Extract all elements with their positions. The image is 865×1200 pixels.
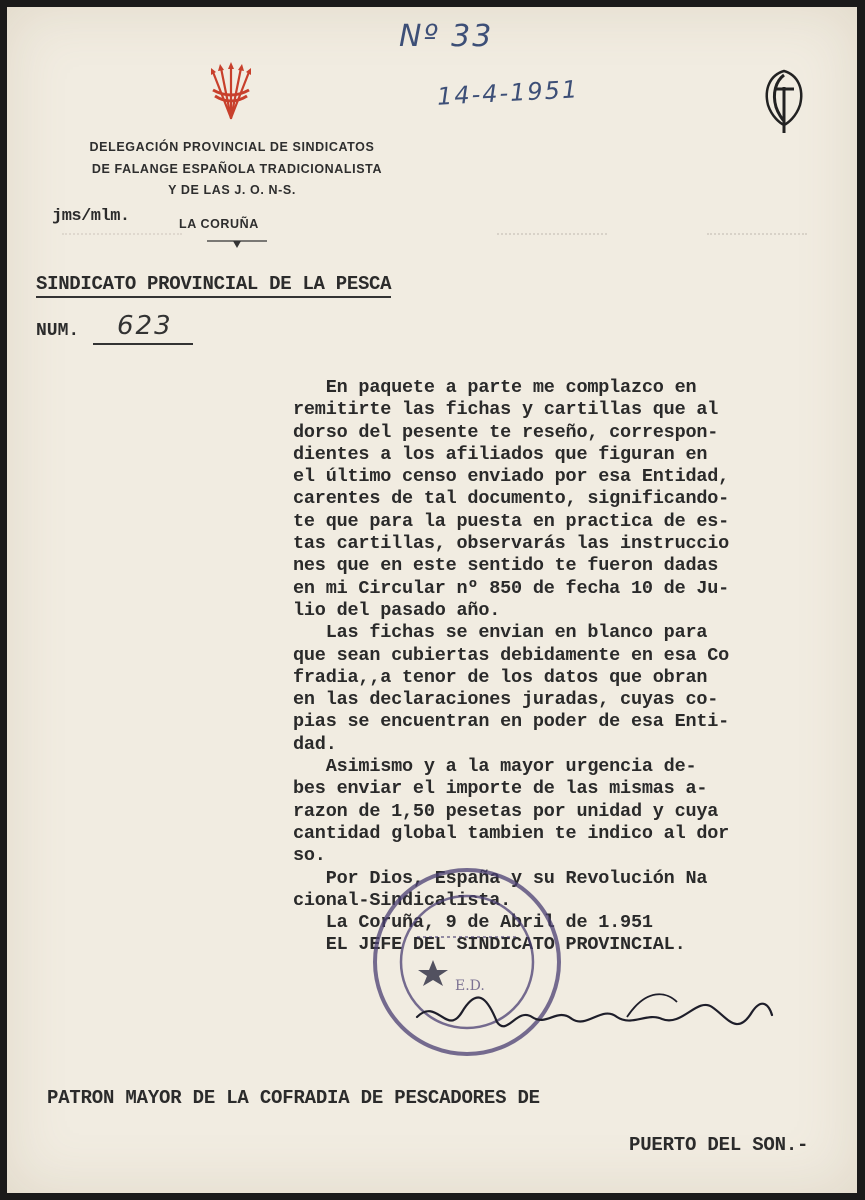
body-line: te que para la puesta en practica de es- <box>293 510 730 532</box>
body-line: EL JEFE DEL SINDICATO PROVINCIAL. <box>293 934 686 956</box>
body-line: La Coruña, 9 de Abril de 1.951 <box>293 912 653 934</box>
handwritten-letter-number: 623 <box>117 311 173 341</box>
body-line: dientes a los afiliados que figuran en <box>293 443 708 465</box>
body-line: que sean cubiertas debidamente en esa Co <box>293 644 730 666</box>
handwritten-date: 14-4-1951 <box>436 75 580 111</box>
ornament-divider <box>207 236 267 250</box>
letter-page <box>7 7 857 1193</box>
organization-logo-icon <box>762 67 807 137</box>
letterhead-line-3: Y DE LAS J. O. N-S. <box>168 183 296 197</box>
syndicate-heading: SINDICATO PROVINCIAL DE LA PESCA <box>36 273 391 298</box>
body-line: dorso del pesente te reseño, correspon- <box>293 421 719 443</box>
reference-initials: jms/mlm. <box>52 207 130 226</box>
letterhead-line-1: DELEGACIÓN PROVINCIAL DE SINDICATOS <box>89 140 375 154</box>
body-line: En paquete a parte me complazco en <box>293 377 697 398</box>
number-underline <box>93 343 193 345</box>
body-line: fradia,,a tenor de los datos que obran <box>293 666 708 688</box>
handwritten-number: Nº 33 <box>399 19 494 54</box>
body-line: remitirte las fichas y cartillas que al <box>293 399 719 421</box>
number-label: NUM. <box>36 321 80 341</box>
bleed-through-text <box>427 125 439 148</box>
body-line: cional-Sindicalista. <box>293 889 512 911</box>
body-line: razon de 1,50 pesetas por unidad y cuya <box>293 800 719 822</box>
body-line: tas cartillas, observarás las instruccio <box>293 533 730 555</box>
body-line: Por Dios, España y su Revolución Na <box>293 867 708 889</box>
body-line: bes enviar el importe de las mismas a- <box>293 778 708 800</box>
body-line: Asimismo y a la mayor urgencia de- <box>293 756 697 778</box>
letterhead-line-2: DE FALANGE ESPAÑOLA TRADICIONALISTA <box>91 162 383 176</box>
body-line: en las declaraciones juradas, cuyas co- <box>293 689 719 711</box>
body-line: el último censo enviado por esa Entidad, <box>293 466 730 488</box>
body-line: so. <box>293 845 326 867</box>
body-line: en mi Circular nº 850 de fecha 10 de Ju- <box>293 577 730 599</box>
bleed-through-line <box>707 233 807 235</box>
bleed-through-line <box>62 233 182 235</box>
body-line: nes que en este sentido te fueron dadas <box>293 555 719 577</box>
bleed-through-line <box>497 233 607 235</box>
body-line: Las fichas se envian en blanco para <box>293 622 708 644</box>
svg-text:E.D.: E.D. <box>455 978 485 994</box>
body-line: carentes de tal documento, significando- <box>293 488 730 510</box>
body-line: cantidad global tambien te indico al dor <box>293 822 730 844</box>
handwritten-signature <box>407 977 777 1047</box>
letterhead-city: LA CORUÑA <box>179 217 259 231</box>
addressee-line-1: PATRON MAYOR DE LA COFRADIA DE PESCADORES DE <box>47 1087 540 1109</box>
body-line: lio del pasado año. <box>293 599 501 621</box>
addressee-line-2: PUERTO DEL SON.- <box>629 1134 809 1156</box>
body-line: dad. <box>293 733 337 755</box>
body-line: pias se encuentran en poder de esa Enti- <box>293 711 730 733</box>
yoke-and-arrows-emblem <box>207 60 255 122</box>
